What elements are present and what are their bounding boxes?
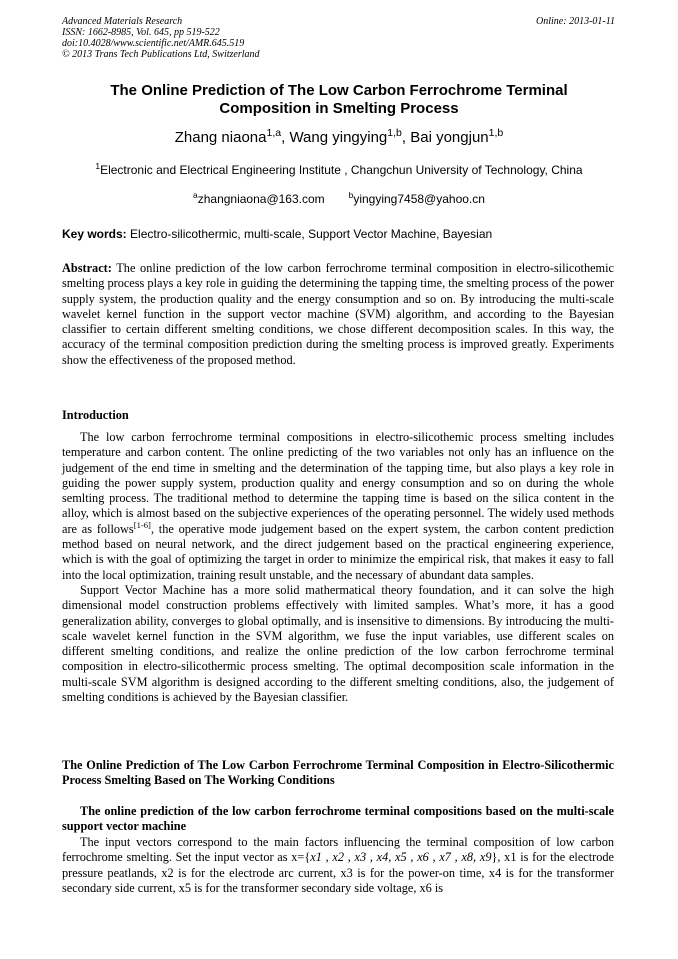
affiliation-sup: 1 — [95, 161, 101, 171]
title-line-1: The Online Prediction of The Low Carbon Ferrochrome Terminal — [110, 82, 568, 99]
doi: doi:10.4028/www.scientific.net/AMR.645.519 — [62, 38, 245, 49]
section-text: The input vectors correspond to the main factors influencing the terminal composition of low carbon ferrochrome smelting. Set the input vector as x={ — [62, 835, 614, 865]
author-name: Wang yingying — [289, 129, 388, 146]
abstract-text: The online prediction of the low carbon ferrochrome terminal composition in electro-silicothemic smelting process plays a key role in guiding the determining the tapping time, the smelting process of the power supply system, the production quality and the energy consumption and so on. By introducing the multi-scale wavelet kernel function in the support vector machine (SVM) algorithm, and according to the Bayesian classifier to certain different smelting conditions, we chose different decomposition scales. In this way, the accuracy of the terminal composition prediction during the smelting process is improved greatly. Experiments show the effectiveness of the proposed method. — [62, 261, 614, 367]
email-list — [62, 192, 616, 206]
intro-paragraph-2: Support Vector Machine has a more solid mathermatical theory foundation, and it can solve the high dimensional model construction problems effectively with limited samples. What’s more, it has a good generalization ability, converges to global optimally, and is insensitive to dimensions. By introducing the multi-scale wavelet kernel function in the SVM algorithm, we fuse the input variables, use different scales on different smelting conditions, and realize the online prediction of the low carbon ferrochrome terminal composition in electro-silicothermic process smelting. The optimal decomposition scale information in the multi-scale SVM algorithm is designed according to the different smelting conditions, also, the judgement of smelting conditions is achieved by the Bayesian classifier. — [62, 582, 614, 705]
introduction-body — [62, 430, 614, 705]
intro-paragraph-1 — [62, 430, 614, 583]
author-sup: 1,b — [387, 127, 402, 139]
keywords — [62, 227, 492, 241]
section-paragraph-1 — [62, 835, 614, 896]
paper-title — [62, 82, 616, 118]
section-text: }, x1 is for the electrode pressure peatlands, x2 is for the electrode arc current, x3 is for the power-on time, x4 is for the transformer secondary side current, x5 is for the transformer secondary side voltage, x6 is — [62, 850, 615, 895]
copyright: © 2013 Trans Tech Publications Ltd, Switzerland — [62, 49, 260, 60]
author-sup: 1,b — [488, 127, 504, 139]
email-link[interactable]: yingying7458@yahoo.cn — [353, 192, 485, 206]
journal-name: Advanced Materials Research — [62, 16, 183, 27]
author-list: Zhang niaona$^{1,a}$, Wang yingying$^{1,b}$, Bai yongjun$^{1,b}$ — [174, 127, 504, 146]
author-sup: 1,a — [266, 127, 282, 139]
email-link[interactable]: zhangniaona@163.com — [197, 192, 325, 206]
affiliation — [62, 163, 616, 177]
section-body — [62, 835, 614, 896]
abstract — [62, 261, 614, 368]
intro-text: , the operative mode judgement based on the expert system, the carbon content prediction method based on neural network, and the direct judgement based on the practical engineering experience, which is with the goal of optimizing the target in order to minimize the empirical risk, that makes it easy to fall into the local optimization, training result unstable, and the necessary of abundant data samples. — [62, 521, 614, 582]
author-name: Zhang niaona — [174, 129, 267, 146]
abstract-label: Abstract: — [62, 261, 112, 275]
online-date: Online: 2013-01-11 — [536, 16, 615, 27]
affiliation-text: Electronic and Electrical Engineering Institute , Changchun University of Technology, China — [100, 163, 583, 177]
intro-text: The low carbon ferrochrome terminal compositions in electro-silicothemic process smelting includes temperature and carbon content. The online predicting of the two variables not only has an influence on the judgement of the end time in smelting and the determination of the tapping time, but also plays a key role in guiding the power supply system, production quality and energy consumption and so on during the whole semlting process. The traditional method to determine the tapping time is based on the silica content in the alloy, which is almost based on the subjective experiences of the operating personnel. The widely used methods are as follows — [62, 430, 614, 536]
keywords-label: Key words: — [62, 227, 127, 241]
introduction-heading: Introduction — [62, 408, 129, 422]
email-sup: b — [348, 190, 354, 200]
title-line-2: Composition in Smelting Process — [219, 100, 459, 117]
section-heading: The Online Prediction of The Low Carbon Ferrochrome Terminal Composition in Electro-Silicothermic Process Smelting Based on The Working Conditions — [62, 758, 614, 788]
citation-ref: [1-6] — [133, 519, 151, 530]
subsection-heading: The online prediction of the low carbon ferrochrome terminal compositions based on the multi-scale support vector machine — [62, 804, 614, 834]
journal-meta — [62, 16, 260, 60]
keywords-text: Electro-silicothermic, multi-scale, Support Vector Machine, Bayesian — [130, 227, 493, 241]
issn: ISSN: 1662-8985, Vol. 645, pp 519-522 — [62, 27, 220, 38]
email-sup: a — [193, 190, 198, 200]
input-vector: x1 , x2 , x3 , x4, x5 , x6 , x7 , x8, x9 — [310, 850, 492, 865]
author-name: Bai yongjun — [410, 129, 489, 146]
